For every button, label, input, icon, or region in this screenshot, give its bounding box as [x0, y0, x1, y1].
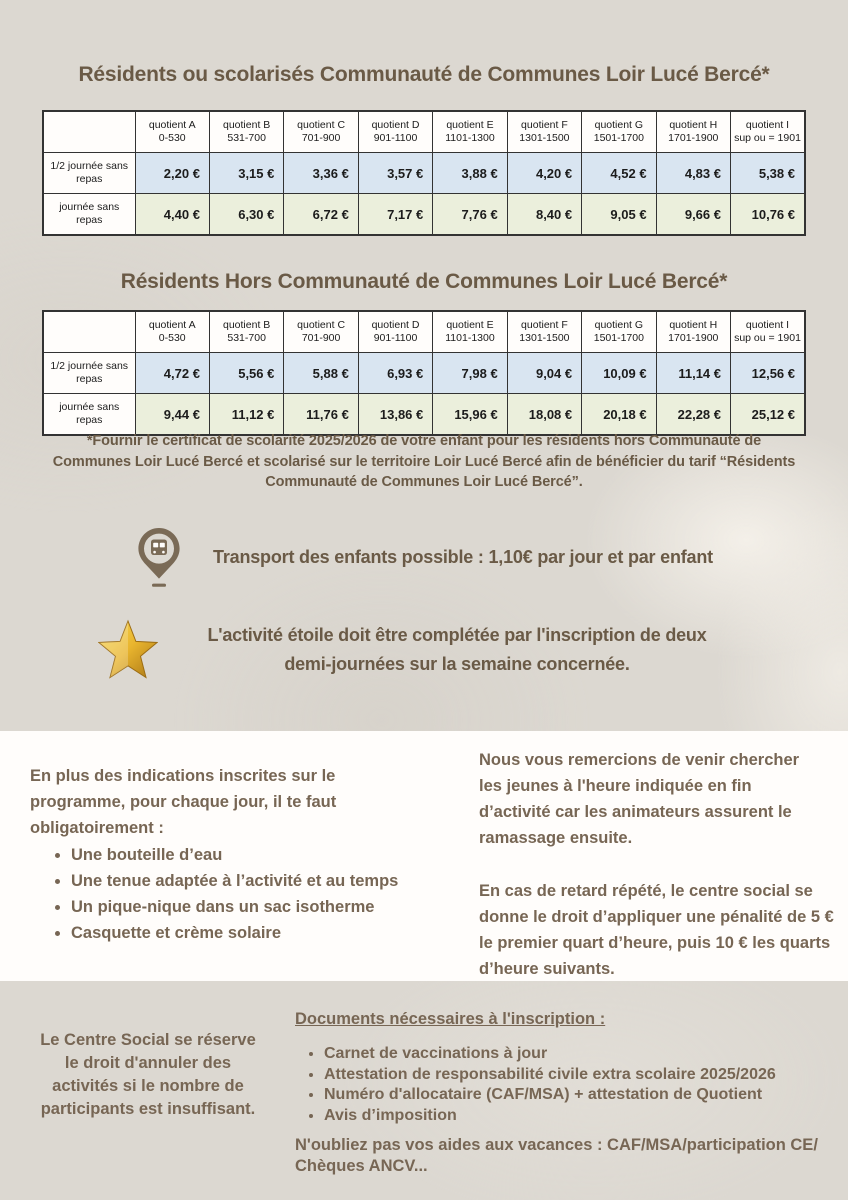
quotient-column-header: quotient I sup ou = 1901	[731, 311, 806, 353]
title-residents-cclb: Résidents ou scolarisés Communauté de Communes Loir Lucé Bercé*	[78, 63, 770, 86]
list-item: • Attestation de responsabilité civile extra scolaire 2025/2026	[324, 1065, 843, 1085]
quotient-column-header: quotient B 531-700	[209, 111, 283, 153]
list-item: • Casquette et crème solaire	[71, 920, 445, 946]
packing-list	[30, 842, 445, 946]
quotient-column-header: quotient D 901-1100	[358, 111, 432, 153]
quotient-column-header: quotient E 1101-1300	[433, 311, 507, 353]
quotient-column-header: quotient C 701-900	[284, 311, 358, 353]
pickup-column	[479, 747, 848, 982]
price-cell: 8,40 €	[507, 194, 581, 236]
bus-pin-icon	[135, 526, 183, 588]
quotient-column-header: quotient E 1101-1300	[433, 111, 507, 153]
quotient-column-header: quotient F 1301-1500	[507, 311, 581, 353]
price-cell: 20,18 €	[582, 394, 656, 436]
price-cell: 13,86 €	[358, 394, 432, 436]
price-cell: 15,96 €	[433, 394, 507, 436]
tariff-row	[43, 153, 805, 194]
row-label: journée sans repas	[43, 194, 135, 236]
price-cell: 7,17 €	[358, 194, 432, 236]
price-cell: 7,98 €	[433, 353, 507, 394]
price-cell: 4,52 €	[582, 153, 656, 194]
price-cell: 9,66 €	[656, 194, 730, 236]
price-cell: 7,76 €	[433, 194, 507, 236]
price-cell: 5,88 €	[284, 353, 358, 394]
documents-list	[295, 1044, 843, 1125]
quotient-column-header: quotient C 701-900	[284, 111, 358, 153]
quotient-column-header: quotient F 1301-1500	[507, 111, 581, 153]
quotient-column-header: quotient D 901-1100	[358, 311, 432, 353]
footnote: *Fournir le certificat de scolarité 2025/2026 de votre enfant pour les résidents hors Communauté de Communes Loir Lucé Bercé et scolarisé sur le territoire Loir Lucé Bercé afin de bénéficier du tarif “Résidents Communauté de Communes Loir Lucé Bercé”.	[52, 433, 796, 490]
pickup-paragraph: Nous vous remercions de venir chercher les jeunes à l'heure indiquée en fin d’activité car les animateurs assurent le ramassage ensuite.	[479, 751, 800, 847]
quotient-column-header: quotient B 531-700	[209, 311, 283, 353]
price-cell: 2,20 €	[135, 153, 209, 194]
row-label: journée sans repas	[43, 394, 135, 436]
documents-section	[295, 1010, 843, 1177]
price-cell: 4,20 €	[507, 153, 581, 194]
table-corner-cell	[43, 111, 135, 153]
price-cell: 10,09 €	[582, 353, 656, 394]
price-cell: 22,28 €	[656, 394, 730, 436]
price-cell: 10,76 €	[731, 194, 806, 236]
tariff-table-hors	[42, 310, 806, 436]
list-item: • Carnet de vaccinations à jour	[324, 1044, 843, 1064]
packing-column	[30, 763, 445, 946]
row-label: 1/2 journée sans repas	[43, 353, 135, 394]
cancellation-notice: Le Centre Social se réserve le droit d'annuler des activités si le nombre de participants est insuffisant.	[40, 1031, 256, 1118]
documents-heading: Documents nécessaires à l'inscription :	[295, 1010, 606, 1028]
list-item: • Numéro d'allocataire (CAF/MSA) + attestation de Quotient	[324, 1085, 843, 1105]
price-cell: 3,88 €	[433, 153, 507, 194]
price-cell: 3,57 €	[358, 153, 432, 194]
price-cell: 4,40 €	[135, 194, 209, 236]
price-cell: 11,14 €	[656, 353, 730, 394]
list-item: • Un pique-nique dans un sac isotherme	[71, 894, 445, 920]
price-cell: 5,56 €	[209, 353, 283, 394]
price-cell: 5,38 €	[731, 153, 806, 194]
price-cell: 4,83 €	[656, 153, 730, 194]
star-icon	[98, 619, 158, 681]
price-cell: 3,15 €	[209, 153, 283, 194]
price-cell: 12,56 €	[731, 353, 806, 394]
transport-text: Transport des enfants possible : 1,10€ par jour et par enfant	[213, 546, 713, 567]
price-cell: 4,72 €	[135, 353, 209, 394]
price-cell: 9,04 €	[507, 353, 581, 394]
price-cell: 18,08 €	[507, 394, 581, 436]
aid-reminder: N'oubliez pas vos aides aux vacances : CAF/MSA/participation CE/ Chèques ANCV...	[295, 1136, 818, 1175]
list-item: • Une bouteille d’eau	[71, 842, 445, 868]
tariff-row	[43, 394, 805, 436]
transport-note	[0, 520, 848, 594]
price-cell: 9,44 €	[135, 394, 209, 436]
title-hors-cclb: Résidents Hors Communauté de Communes Loir Lucé Bercé*	[120, 270, 728, 293]
quotient-column-header: quotient G 1501-1700	[582, 311, 656, 353]
table-corner-cell	[43, 311, 135, 353]
price-cell: 3,36 €	[284, 153, 358, 194]
price-cell: 6,30 €	[209, 194, 283, 236]
price-cell: 11,12 €	[209, 394, 283, 436]
packing-intro: En plus des indications inscrites sur le programme, pour chaque jour, il te faut obligatoirement :	[30, 767, 337, 837]
tariff-row	[43, 194, 805, 236]
price-cell: 11,76 €	[284, 394, 358, 436]
quotient-column-header: quotient A 0-530	[135, 111, 209, 153]
tariff-table-residents	[42, 110, 806, 236]
list-item: • Avis d’imposition	[324, 1106, 843, 1126]
quotient-column-header: quotient A 0-530	[135, 311, 209, 353]
info-panel	[0, 731, 848, 981]
price-cell: 25,12 €	[731, 394, 806, 436]
quotient-column-header: quotient H 1701-1900	[656, 111, 730, 153]
price-cell: 6,72 €	[284, 194, 358, 236]
tariff-row	[43, 353, 805, 394]
list-item: • Une tenue adaptée à l’activité et au temps	[71, 868, 445, 894]
quotient-column-header: quotient G 1501-1700	[582, 111, 656, 153]
price-cell: 6,93 €	[358, 353, 432, 394]
star-activity-note	[0, 610, 848, 690]
row-label: 1/2 journée sans repas	[43, 153, 135, 194]
quotient-column-header: quotient H 1701-1900	[656, 311, 730, 353]
penalty-paragraph: En cas de retard répété, le centre social se donne le droit d’appliquer une pénalité de 5 € le premier quart d’heure, puis 10 € les quarts d’heure suivants.	[479, 882, 834, 978]
price-cell: 9,05 €	[582, 194, 656, 236]
quotient-column-header: quotient I sup ou = 1901	[731, 111, 806, 153]
star-text: L'activité étoile doit être complétée par l'inscription de deux demi-journées sur la semaine concernée.	[207, 625, 707, 674]
